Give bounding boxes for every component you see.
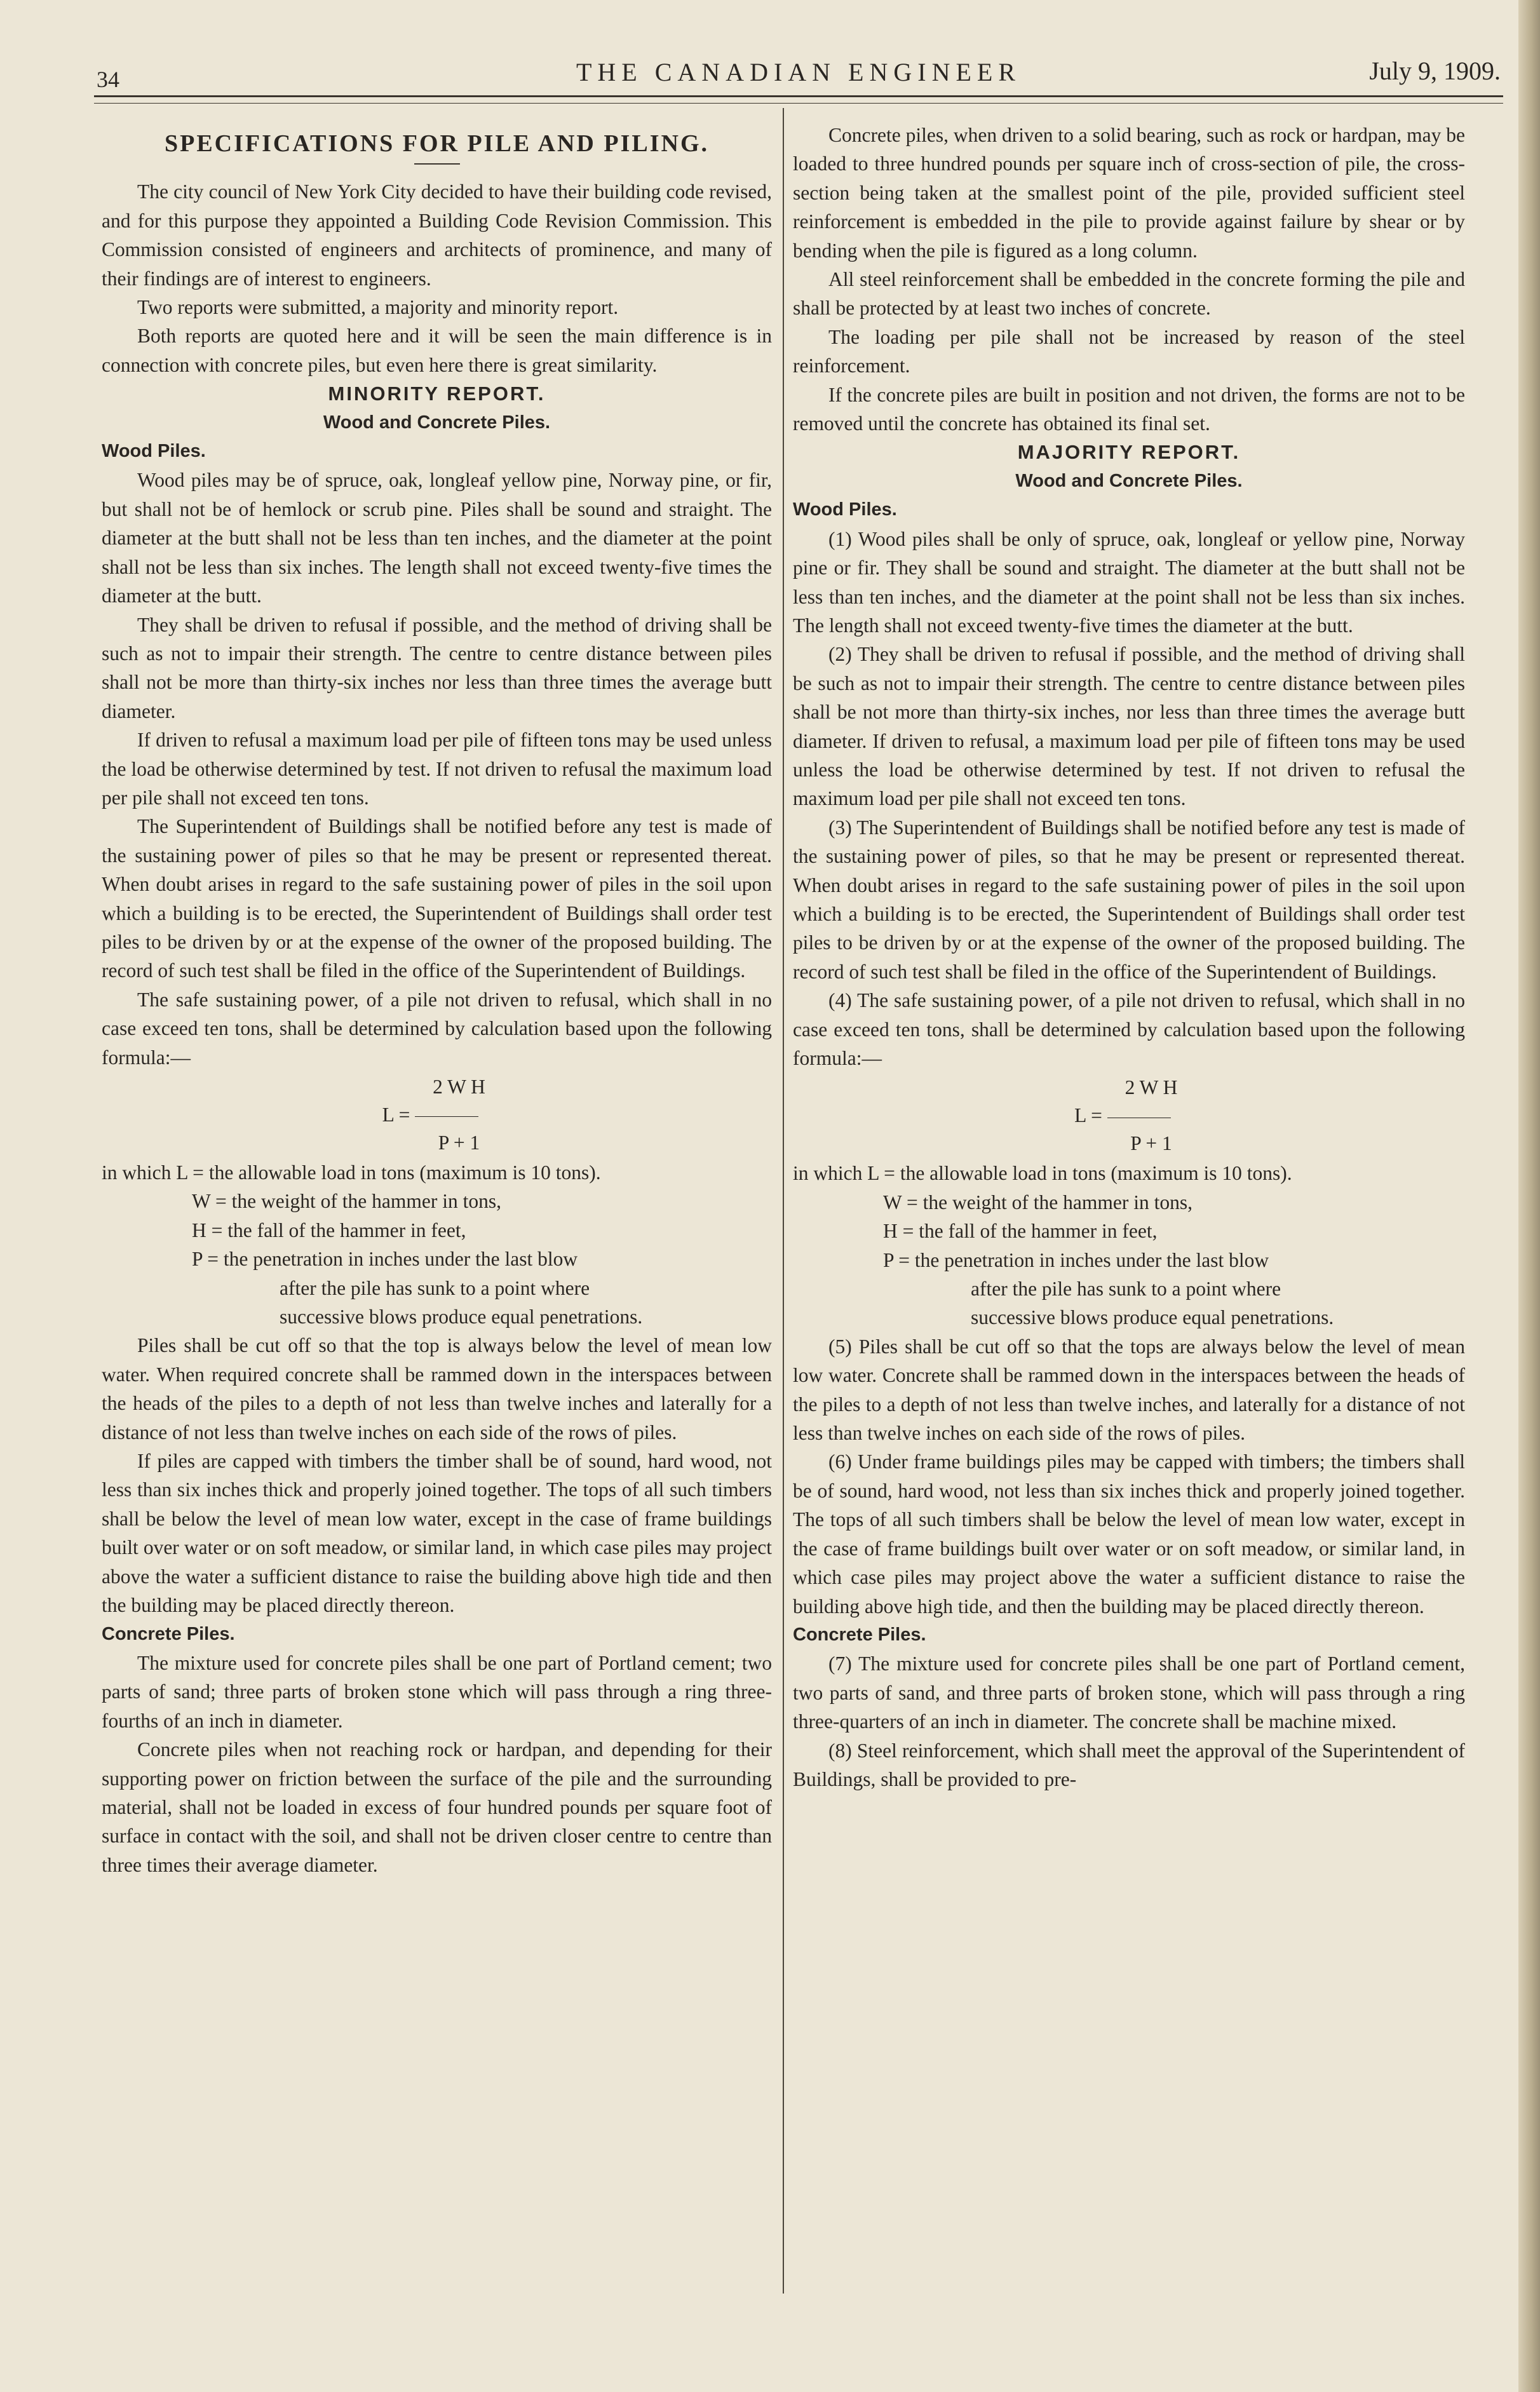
left-column bbox=[102, 121, 772, 1879]
paragraph: If driven to refusal a maximum load per pile of fifteen tons may be used unless the load be otherwise determined by test. If not driven to refusal the maximum load per pile shall not exceed ten tons. bbox=[102, 729, 772, 809]
formula-definition: successive blows produce equal penetrations. bbox=[971, 1306, 1334, 1329]
page-edge-shadow bbox=[1518, 0, 1540, 2392]
paragraph: The mixture used for concrete piles shall be one part of Portland cement; two parts of sand; three parts of broken stone which will pass through a ring three-fourths of an inch in diameter. bbox=[102, 1651, 772, 1732]
formula-definition: after the pile has sunk to a point where bbox=[971, 1278, 1281, 1301]
title-rule bbox=[414, 163, 460, 165]
paragraph: The city council of New York City decided to have their building code revised, and for this purpose they appointed a Building Code Revision Commission. This Commission consisted of engineers and architects of prominence, and many of their findings are of interest to engineers. bbox=[102, 180, 772, 290]
formula-lhs: L = bbox=[1074, 1104, 1102, 1127]
formula-definition: successive blows produce equal penetrations. bbox=[280, 1306, 643, 1328]
section-subheading: Wood and Concrete Piles. bbox=[323, 412, 551, 433]
article-title: SPECIFICATIONS FOR PILE AND PILING. bbox=[164, 130, 710, 157]
paragraph: (5) Piles shall be cut off so that the tops are always below the level of mean low water. Concrete shall be rammed down in the interspaces between the heads of the piles to a depth of not less than twelve inches, and laterally for a distance of not less than twelve inches on each side of the rows of piles. bbox=[793, 1335, 1465, 1445]
formula-denominator: P + 1 bbox=[1130, 1132, 1172, 1155]
formula-definition: W = the weight of the hammer in tons, bbox=[192, 1190, 501, 1213]
publication-title: THE CANADIAN ENGINEER bbox=[576, 58, 1022, 86]
paragraph: Concrete piles, when driven to a solid bearing, such as rock or hardpan, may be loaded to three hundred pounds per square inch of cross-section of pile, the cross-section being taken at the smallest point of the pile, provided sufficient steel reinforcement is embedded in the pile to provide against failure by shear or by bending when the pile is figured as a long column. bbox=[793, 124, 1465, 262]
paragraph: Wood piles may be of spruce, oak, longleaf yellow pine, Norway pine, or fir, but shall not be of hemlock or scrub pine. Piles shall be sound and straight. The diameter at the butt shall not be less than ten inches, and the diameter at the point shall not be less than six inches. The length shall not exceed twenty-five times the diameter at the butt. bbox=[102, 469, 772, 607]
formula-definition: W = the weight of the hammer in tons, bbox=[883, 1191, 1192, 1213]
header-rule-thick bbox=[94, 95, 1503, 97]
paragraph: Piles shall be cut off so that the top is always below the level of mean low water. When required concrete shall be rammed down in the interspaces between the heads of the piles to a depth of not less than twelve inches and laterally for a distance of not less than twelve inches on each side of the rows of piles. bbox=[102, 1334, 772, 1443]
subsection-heading: Wood Piles. bbox=[102, 441, 206, 462]
issue-date: July 9, 1909. bbox=[1369, 57, 1501, 85]
subsection-heading: Concrete Piles. bbox=[102, 1623, 235, 1644]
formula-definition: after the pile has sunk to a point where bbox=[280, 1276, 590, 1299]
paragraph: The safe sustaining power, of a pile not driven to refusal, which shall in no case exceed ten tons, shall be determined by calculation based upon the following formula:— bbox=[102, 988, 772, 1069]
formula-definition: P = the penetration in inches under the last blow bbox=[192, 1248, 578, 1271]
formula-definition: P = the penetration in inches under the last blow bbox=[883, 1248, 1269, 1271]
paragraph: (8) Steel reinforcement, which shall meet the approval of the Superintendent of Buildings, shall be provided to pre- bbox=[793, 1739, 1465, 1790]
paragraph: The Superintendent of Buildings shall be notified before any test is made of the sustaining power of piles so that he may be present or represented thereat. When doubt arises in regard to the safe sustaining power of piles in the soil upon which a building is to be erected, the Superintendent of Buildings shall order test piles to be driven by or at the expense of the owner of the proposed building. The record of such test shall be filed in the office of the Superintendent of Buildings. bbox=[102, 815, 772, 982]
formula-definition: H = the fall of the hammer in feet, bbox=[883, 1220, 1158, 1243]
page-number: 34 bbox=[97, 67, 119, 92]
section-heading: MAJORITY REPORT. bbox=[1017, 441, 1241, 464]
paragraph: The loading per pile shall not be increased by reason of the steel reinforcement. bbox=[793, 325, 1465, 377]
paragraph: (6) Under frame buildings piles may be capped with timbers; the timbers shall be of sound, hard wood, not less than six inches thick and properly joined together. The tops of all such timbers shall be below the level of mean low water, except in the case of frame buildings built over water or on soft meadow, or similar land, in which case piles may project above the water a sufficient distance to raise the building above high tide, and then the building may be placed directly thereon. bbox=[793, 1450, 1465, 1618]
formula-numerator: 2 W H bbox=[433, 1076, 485, 1098]
paragraph: Both reports are quoted here and it will be seen the main difference is in connection with concrete piles, but even here there is great similarity. bbox=[102, 325, 772, 376]
section-subheading: Wood and Concrete Piles. bbox=[1015, 470, 1243, 491]
formula-definition: H = the fall of the hammer in feet, bbox=[192, 1219, 466, 1241]
section-heading: MINORITY REPORT. bbox=[328, 382, 546, 405]
column-divider bbox=[783, 108, 784, 2294]
subsection-heading: Wood Piles. bbox=[793, 499, 897, 520]
fraction-bar bbox=[415, 1116, 478, 1117]
paragraph: (4) The safe sustaining power, of a pile not driven to refusal, which shall in no case exceed ten tons, shall be determined by calculation based upon the following formula:— bbox=[793, 989, 1465, 1069]
paragraph: (7) The mixture used for concrete piles shall be one part of Portland cement, two parts of sand, and three parts of broken stone, which will pass through a ring three-quarters of an inch in diameter. The concrete shall be machine mixed. bbox=[793, 1652, 1465, 1733]
formula-definition: in which L = the allowable load in tons (maximum is 10 tons). bbox=[102, 1161, 601, 1184]
header-rule-thin bbox=[94, 103, 1503, 104]
paragraph: If the concrete piles are built in position and not driven, the forms are not to be removed until the concrete has obtained its final set. bbox=[793, 383, 1465, 435]
right-column bbox=[793, 121, 1465, 1794]
paragraph: Two reports were submitted, a majority and minority report. bbox=[137, 296, 619, 319]
formula bbox=[793, 1074, 1465, 1158]
running-header bbox=[94, 52, 1503, 90]
paragraph: (3) The Superintendent of Buildings shall be notified before any test is made of the sustaining power of piles, so that he may be present or represented thereat. When doubt arises in regard to the safe sustaining power of piles in the soil upon which a building is to be erected, the Superintendent of Buildings shall order test piles to be driven by or at the expense of the owner of the proposed building. The record of such test shall be filed in the office of the Superintendent of Buildings. bbox=[793, 816, 1465, 983]
paragraph: If piles are capped with timbers the timber shall be of sound, hard wood, not less than six inches thick and properly joined together. The tops of all such timbers shall be below the level of mean low water, except in the case of frame buildings built over water or on soft meadow, or similar land, in which case piles may project above the water a sufficient distance to raise the building above high tide and then the building may be placed directly thereon. bbox=[102, 1450, 772, 1617]
paragraph: (1) Wood piles shall be only of spruce, oak, longleaf or yellow pine, Norway pine or fir. They shall be sound and straight. The diameter at the butt shall not be less than ten inches, and the diameter at the point shall not be less than six inches. The length shall not exceed twenty-five times the diameter at the butt. bbox=[793, 527, 1465, 637]
paragraph: All steel reinforcement shall be embedded in the concrete forming the pile and shall be protected by at least two inches of concrete. bbox=[793, 268, 1465, 320]
formula bbox=[102, 1073, 772, 1157]
formula-definition: in which L = the allowable load in tons (maximum is 10 tons). bbox=[793, 1162, 1292, 1185]
formula-denominator: P + 1 bbox=[438, 1132, 480, 1154]
formula-lhs: L = bbox=[382, 1104, 410, 1126]
formula-numerator: 2 W H bbox=[1125, 1076, 1178, 1099]
paragraph: Concrete piles when not reaching rock or hardpan, and depending for their supporting power on friction between the surface of the pile and the surrounding material, shall not be loaded in excess of four hundred pounds per square foot of surface in contact with the soil, and shall not be driven closer centre to centre than three times their average diameter. bbox=[102, 1738, 772, 1876]
subsection-heading: Concrete Piles. bbox=[793, 1624, 926, 1645]
paragraph: They shall be driven to refusal if possible, and the method of driving shall be such as not to impair their strength. The centre to centre distance between piles shall not be more than thirty-six inches nor less than three times the average butt diameter. bbox=[102, 613, 772, 722]
paragraph: (2) They shall be driven to refusal if possible, and the method of driving shall be such as not to impair their strength. The centre to centre distance between piles shall be not more than thirty-six inches, nor less than three times the average butt diameter. If driven to refusal, a maximum load per pile of fifteen tons may be used unless the load be otherwise determined by test. If not driven to refusal the maximum load per pile shall not exceed ten tons. bbox=[793, 643, 1465, 810]
